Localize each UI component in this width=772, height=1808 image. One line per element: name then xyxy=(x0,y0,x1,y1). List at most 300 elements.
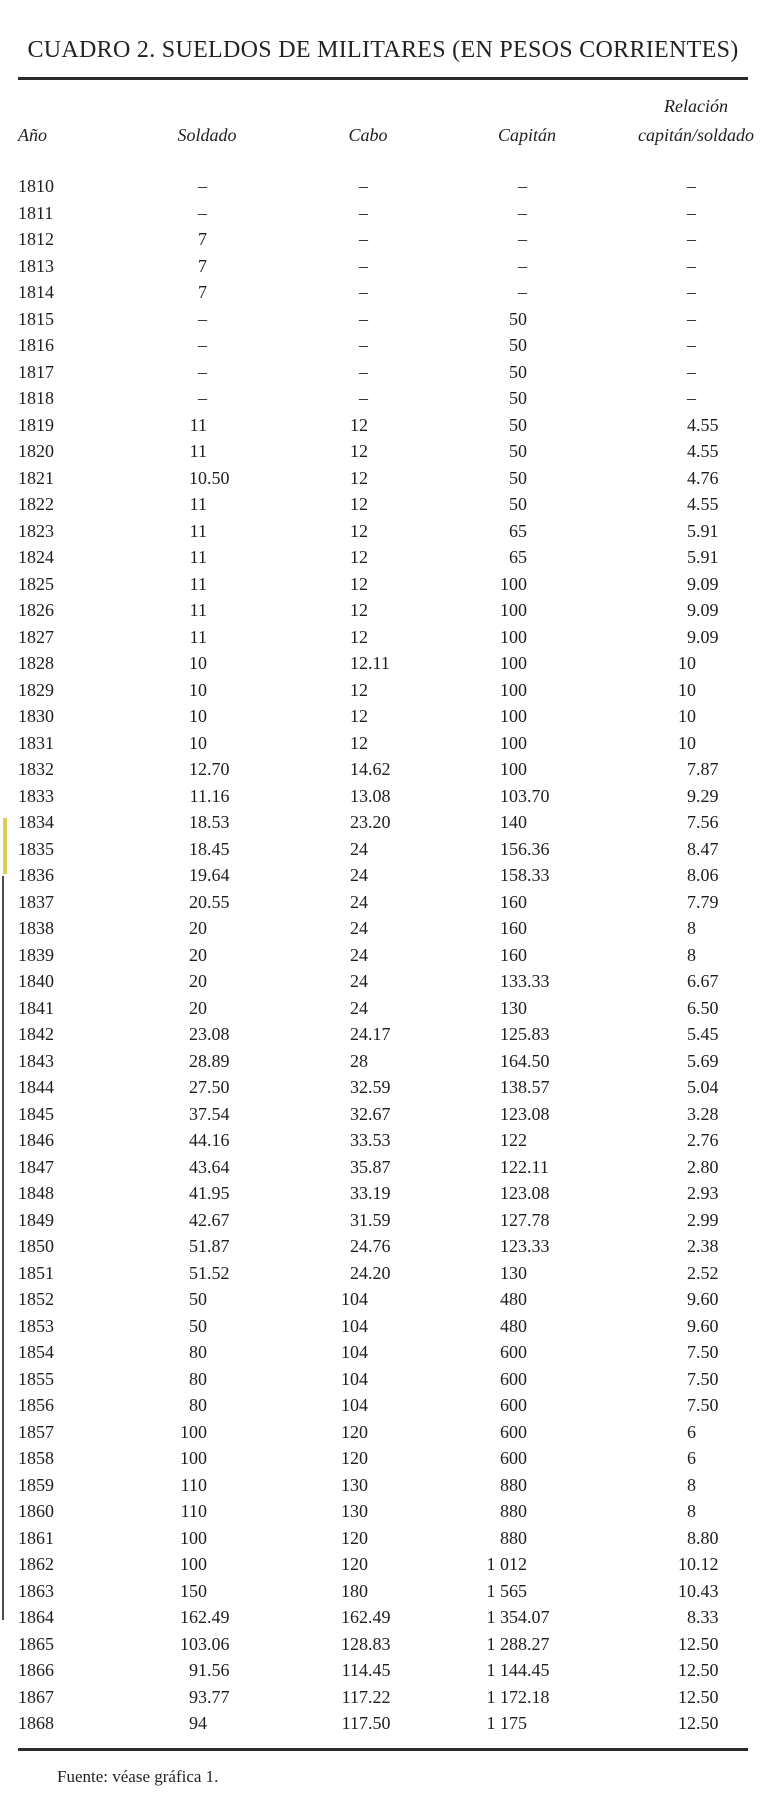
value-cell: 5.69 xyxy=(687,1050,719,1071)
value-cell: 10.50 xyxy=(189,467,230,488)
table-row xyxy=(18,1498,748,1525)
value-cell: – xyxy=(359,361,368,382)
value-cell: 24 xyxy=(350,997,368,1018)
value-cell: 160 xyxy=(500,891,527,912)
table-row xyxy=(18,1286,748,1313)
table-row xyxy=(18,332,748,359)
value-cell: – xyxy=(518,202,527,223)
header-capitan: Capitán xyxy=(497,125,556,145)
value-cell: 103.70 xyxy=(500,785,550,806)
value-cell: 12.50 xyxy=(678,1686,719,1707)
value-cell: 10 xyxy=(189,653,207,673)
value-cell: 8 xyxy=(687,1501,696,1521)
table-row xyxy=(18,1684,748,1711)
value-cell: 1 565 xyxy=(486,1580,527,1601)
value-cell: 24 xyxy=(350,971,368,991)
value-cell: 122 xyxy=(500,1130,527,1150)
value-cell: 12 xyxy=(350,573,368,594)
value-cell: 24 xyxy=(350,944,368,965)
year-cell: 1835 xyxy=(18,838,54,859)
value-cell: 7.87 xyxy=(687,759,719,779)
table-row xyxy=(18,703,748,730)
value-cell: 12 xyxy=(350,626,368,647)
year-cell: 1836 xyxy=(18,865,54,885)
value-cell: – xyxy=(687,255,696,276)
value-cell: 180 xyxy=(341,1580,368,1601)
header-relacion-line2: capitán/soldado xyxy=(638,125,754,145)
value-cell: 50 xyxy=(509,335,527,355)
year-cell: 1814 xyxy=(18,282,54,302)
table-row xyxy=(18,1313,748,1340)
value-cell: 2.38 xyxy=(687,1236,719,1256)
table-row xyxy=(18,1207,748,1234)
value-cell: 2.93 xyxy=(687,1183,719,1203)
value-cell: 6.67 xyxy=(687,971,719,991)
value-cell: 104 xyxy=(341,1395,368,1415)
value-cell: 8.47 xyxy=(687,838,719,859)
table-row xyxy=(18,1366,748,1393)
value-cell: 50 xyxy=(509,361,527,382)
value-cell: 14.62 xyxy=(350,759,391,779)
source-note: Fuente: véase gráfica 1. xyxy=(57,1767,219,1786)
value-cell: 9.09 xyxy=(687,600,719,620)
value-cell: – xyxy=(687,335,696,355)
year-cell: 1831 xyxy=(18,732,54,753)
table-row xyxy=(18,862,748,889)
value-cell: 100 xyxy=(180,1448,207,1468)
value-cell: – xyxy=(687,308,696,329)
value-cell: – xyxy=(359,176,368,196)
value-cell: 8 xyxy=(687,944,696,965)
value-cell: 12.70 xyxy=(189,759,230,779)
value-cell: 5.91 xyxy=(687,547,719,567)
year-cell: 1824 xyxy=(18,547,54,567)
year-cell: 1850 xyxy=(18,1236,54,1256)
table-row xyxy=(18,491,748,518)
value-cell: 11 xyxy=(189,600,207,620)
value-cell: – xyxy=(359,308,368,329)
value-cell: – xyxy=(687,388,696,408)
table-row xyxy=(18,571,748,598)
value-cell: 28.89 xyxy=(189,1050,230,1071)
value-cell: 12 xyxy=(350,732,368,753)
value-cell: 27.50 xyxy=(189,1077,230,1097)
table-row xyxy=(18,465,748,492)
value-cell: 7.50 xyxy=(687,1368,719,1389)
table-row xyxy=(18,942,748,969)
table-row xyxy=(18,173,748,200)
value-cell: 12.50 xyxy=(678,1713,719,1733)
year-cell: 1861 xyxy=(18,1527,54,1548)
value-cell: 33.53 xyxy=(350,1130,391,1150)
year-cell: 1857 xyxy=(18,1421,54,1442)
value-cell: 880 xyxy=(500,1474,527,1495)
table-row xyxy=(18,253,748,280)
table-title: CUADRO 2. SUELDOS DE MILITARES (EN PESOS CORRIENTES) xyxy=(27,37,739,63)
value-cell: 10.43 xyxy=(678,1580,719,1601)
year-cell: 1813 xyxy=(18,255,54,276)
table-row xyxy=(18,1154,748,1181)
value-cell: 8.06 xyxy=(687,865,719,885)
value-cell: 10.12 xyxy=(678,1554,719,1574)
year-cell: 1841 xyxy=(18,997,54,1018)
value-cell: 50 xyxy=(509,388,527,408)
value-cell: 91.56 xyxy=(189,1660,230,1680)
value-cell: 10 xyxy=(189,679,207,700)
value-cell: 110 xyxy=(180,1501,207,1521)
year-cell: 1856 xyxy=(18,1395,54,1415)
value-cell: 35.87 xyxy=(350,1156,391,1177)
value-cell: 130 xyxy=(341,1501,368,1521)
value-cell: – xyxy=(198,335,207,355)
value-cell: 122.11 xyxy=(500,1156,549,1177)
year-cell: 1834 xyxy=(18,812,54,832)
value-cell: 160 xyxy=(500,944,527,965)
value-cell: 7.79 xyxy=(687,891,719,912)
value-cell: 100 xyxy=(180,1527,207,1548)
year-cell: 1846 xyxy=(18,1130,54,1150)
value-cell: 8 xyxy=(687,918,696,938)
table-row xyxy=(18,1419,748,1446)
value-cell: 42.67 xyxy=(189,1209,230,1230)
scan-artifact-edge-line xyxy=(2,876,4,1620)
value-cell: 600 xyxy=(500,1421,527,1442)
year-cell: 1863 xyxy=(18,1580,54,1601)
value-cell: 12 xyxy=(350,494,368,514)
value-cell: 156.36 xyxy=(500,838,550,859)
value-cell: 1 012 xyxy=(486,1554,527,1574)
value-cell: 100 xyxy=(180,1421,207,1442)
table-row xyxy=(18,677,748,704)
value-cell: 11 xyxy=(189,494,207,514)
value-cell: – xyxy=(359,255,368,276)
year-cell: 1820 xyxy=(18,441,54,461)
value-cell: 114.45 xyxy=(341,1660,391,1680)
value-cell: – xyxy=(198,361,207,382)
value-cell: 18.45 xyxy=(189,838,230,859)
header-relacion-line1: Relación xyxy=(664,96,728,116)
year-cell: 1810 xyxy=(18,176,54,196)
value-cell: 1 172.18 xyxy=(486,1686,550,1707)
value-cell: 9.09 xyxy=(687,626,719,647)
value-cell: 37.54 xyxy=(189,1103,230,1124)
value-cell: 13.08 xyxy=(350,785,391,806)
table-row xyxy=(18,597,748,624)
table-row xyxy=(18,783,748,810)
value-cell: 600 xyxy=(500,1395,527,1415)
value-cell: 51.52 xyxy=(189,1262,230,1283)
value-cell: 100 xyxy=(500,600,527,620)
year-cell: 1833 xyxy=(18,785,54,806)
header-row-top xyxy=(18,80,748,116)
table-row xyxy=(18,1551,748,1578)
value-cell: 50 xyxy=(509,308,527,329)
value-cell: 6 xyxy=(687,1448,696,1468)
value-cell: 20 xyxy=(189,944,207,965)
table-row xyxy=(18,544,748,571)
value-cell: 8.80 xyxy=(687,1527,719,1548)
value-cell: – xyxy=(359,282,368,302)
value-cell: 12 xyxy=(350,547,368,567)
value-cell: 80 xyxy=(189,1395,207,1415)
value-cell: 20 xyxy=(189,997,207,1018)
value-cell: 10 xyxy=(678,679,696,700)
value-cell: 10 xyxy=(189,706,207,726)
year-cell: 1828 xyxy=(18,653,54,673)
value-cell: 104 xyxy=(341,1315,368,1336)
value-cell: 24 xyxy=(350,891,368,912)
value-cell: 11.16 xyxy=(189,785,230,806)
value-cell: – xyxy=(198,308,207,329)
table-row xyxy=(18,968,748,995)
value-cell: 32.67 xyxy=(350,1103,391,1124)
value-cell: 164.50 xyxy=(500,1050,550,1071)
value-cell: 10 xyxy=(189,732,207,753)
value-cell: 12 xyxy=(350,441,368,461)
value-cell: 600 xyxy=(500,1342,527,1362)
table-row xyxy=(18,1657,748,1684)
bottom-rule xyxy=(18,1748,748,1751)
year-cell: 1817 xyxy=(18,361,54,382)
value-cell: 18.53 xyxy=(189,812,230,832)
value-cell: 600 xyxy=(500,1448,527,1468)
value-cell: 7 xyxy=(198,255,207,276)
table-row xyxy=(18,915,748,942)
value-cell: 24 xyxy=(350,918,368,938)
table-row xyxy=(18,889,748,916)
year-cell: 1847 xyxy=(18,1156,54,1177)
year-cell: 1811 xyxy=(18,202,54,223)
value-cell: 6.50 xyxy=(687,997,719,1018)
value-cell: 140 xyxy=(500,812,527,832)
value-cell: 12.11 xyxy=(350,653,390,673)
value-cell: 7.50 xyxy=(687,1342,719,1362)
table-row xyxy=(18,1392,748,1419)
value-cell: 31.59 xyxy=(350,1209,391,1230)
year-cell: 1858 xyxy=(18,1448,54,1468)
value-cell: 28 xyxy=(350,1050,368,1071)
table-header xyxy=(18,80,754,173)
table-row xyxy=(18,1472,748,1499)
value-cell: 7 xyxy=(198,282,207,302)
value-cell: 20 xyxy=(189,918,207,938)
table-row xyxy=(18,624,748,651)
value-cell: 12 xyxy=(350,414,368,435)
value-cell: 11 xyxy=(189,626,207,647)
value-cell: – xyxy=(198,176,207,196)
value-cell: 24 xyxy=(350,865,368,885)
value-cell: – xyxy=(687,282,696,302)
value-cell: 100 xyxy=(500,653,527,673)
value-cell: 9.60 xyxy=(687,1315,719,1336)
value-cell: 117.22 xyxy=(341,1686,391,1707)
year-cell: 1853 xyxy=(18,1315,54,1336)
value-cell: 12 xyxy=(350,467,368,488)
value-cell: 5.91 xyxy=(687,520,719,541)
year-cell: 1823 xyxy=(18,520,54,541)
value-cell: 50 xyxy=(189,1315,207,1336)
value-cell: – xyxy=(518,229,527,249)
value-cell: 43.64 xyxy=(189,1156,230,1177)
value-cell: 125.83 xyxy=(500,1024,550,1044)
table-row xyxy=(18,1180,748,1207)
year-cell: 1854 xyxy=(18,1342,54,1362)
table-row xyxy=(18,1233,748,1260)
year-cell: 1812 xyxy=(18,229,54,249)
value-cell: 2.52 xyxy=(687,1262,719,1283)
value-cell: 50 xyxy=(189,1289,207,1309)
value-cell: 7 xyxy=(198,229,207,249)
year-cell: 1821 xyxy=(18,467,54,488)
value-cell: – xyxy=(687,229,696,249)
value-cell: 50 xyxy=(509,494,527,514)
year-cell: 1819 xyxy=(18,414,54,435)
value-cell: 23.08 xyxy=(189,1024,230,1044)
year-cell: 1837 xyxy=(18,891,54,912)
value-cell: 162.49 xyxy=(180,1607,230,1627)
header-soldado: Soldado xyxy=(177,125,237,145)
value-cell: – xyxy=(359,229,368,249)
year-cell: 1862 xyxy=(18,1554,54,1574)
year-cell: 1832 xyxy=(18,759,54,779)
table-row xyxy=(18,730,748,757)
value-cell: 50 xyxy=(509,414,527,435)
table-row xyxy=(18,1631,748,1658)
value-cell: 100 xyxy=(500,732,527,753)
value-cell: 11 xyxy=(189,547,207,567)
table-row xyxy=(18,1525,748,1552)
value-cell: 120 xyxy=(341,1527,368,1548)
year-cell: 1852 xyxy=(18,1289,54,1309)
table-body xyxy=(18,173,748,1737)
table-row xyxy=(18,359,748,386)
value-cell: 12.50 xyxy=(678,1660,719,1680)
value-cell: 1 175 xyxy=(486,1713,527,1733)
value-cell: 3.28 xyxy=(687,1103,719,1124)
value-cell: 10 xyxy=(678,732,696,753)
table-row xyxy=(18,279,748,306)
year-cell: 1865 xyxy=(18,1633,54,1654)
value-cell: 104 xyxy=(341,1368,368,1389)
table-row xyxy=(18,438,748,465)
year-cell: 1826 xyxy=(18,600,54,620)
value-cell: 100 xyxy=(500,706,527,726)
year-cell: 1818 xyxy=(18,388,54,408)
value-cell: 2.76 xyxy=(687,1130,719,1150)
value-cell: 50 xyxy=(509,467,527,488)
value-cell: 123.08 xyxy=(500,1103,550,1124)
salary-table xyxy=(18,80,754,1737)
value-cell: – xyxy=(359,335,368,355)
value-cell: 51.87 xyxy=(189,1236,230,1256)
value-cell: 23.20 xyxy=(350,812,391,832)
value-cell: 120 xyxy=(341,1421,368,1442)
value-cell: 4.76 xyxy=(687,467,719,488)
value-cell: 138.57 xyxy=(500,1077,550,1097)
value-cell: 110 xyxy=(180,1474,207,1495)
year-cell: 1843 xyxy=(18,1050,54,1071)
value-cell: 50 xyxy=(509,441,527,461)
value-cell: 12 xyxy=(350,679,368,700)
scan-artifact-yellow-mark xyxy=(3,818,7,874)
table-row xyxy=(18,650,748,677)
value-cell: 117.50 xyxy=(341,1713,391,1733)
value-cell: 120 xyxy=(341,1448,368,1468)
table-row xyxy=(18,1604,748,1631)
year-cell: 1867 xyxy=(18,1686,54,1707)
value-cell: 160 xyxy=(500,918,527,938)
value-cell: 33.19 xyxy=(350,1183,391,1203)
value-cell: 24.20 xyxy=(350,1262,391,1283)
value-cell: 2.80 xyxy=(687,1156,719,1177)
table-row xyxy=(18,1339,748,1366)
table-row xyxy=(18,1578,748,1605)
table-row xyxy=(18,1710,748,1737)
year-cell: 1864 xyxy=(18,1607,54,1627)
table-row xyxy=(18,756,748,783)
value-cell: 5.45 xyxy=(687,1024,719,1044)
table-row xyxy=(18,1048,748,1075)
value-cell: 104 xyxy=(341,1289,368,1309)
value-cell: – xyxy=(198,202,207,223)
value-cell: 9.09 xyxy=(687,573,719,594)
table-row xyxy=(18,412,748,439)
value-cell: 10 xyxy=(678,653,696,673)
year-cell: 1868 xyxy=(18,1713,54,1733)
year-cell: 1827 xyxy=(18,626,54,647)
year-cell: 1855 xyxy=(18,1368,54,1389)
value-cell: 12 xyxy=(350,520,368,541)
value-cell: 130 xyxy=(500,1262,527,1283)
value-cell: 94 xyxy=(189,1713,207,1733)
year-cell: 1860 xyxy=(18,1501,54,1521)
value-cell: – xyxy=(518,255,527,276)
table-row xyxy=(18,809,748,836)
value-cell: 11 xyxy=(189,441,207,461)
value-cell: 120 xyxy=(341,1554,368,1574)
value-cell: 9.60 xyxy=(687,1289,719,1309)
year-cell: 1866 xyxy=(18,1660,54,1680)
value-cell: 11 xyxy=(189,414,207,435)
value-cell: 100 xyxy=(500,573,527,594)
value-cell: 5.04 xyxy=(687,1077,719,1097)
table-row xyxy=(18,1127,748,1154)
value-cell: 12 xyxy=(350,600,368,620)
table-row xyxy=(18,1260,748,1287)
table-row xyxy=(18,1101,748,1128)
value-cell: – xyxy=(359,388,368,408)
value-cell: 32.59 xyxy=(350,1077,391,1097)
header-ano: Año xyxy=(18,125,47,145)
year-cell: 1840 xyxy=(18,971,54,991)
table-row xyxy=(18,385,748,412)
value-cell: 162.49 xyxy=(341,1607,391,1627)
value-cell: 80 xyxy=(189,1368,207,1389)
value-cell: 600 xyxy=(500,1368,527,1389)
table-row xyxy=(18,1021,748,1048)
value-cell: 9.29 xyxy=(687,785,719,806)
year-cell: 1848 xyxy=(18,1183,54,1203)
value-cell: 20 xyxy=(189,971,207,991)
table-row xyxy=(18,200,748,227)
value-cell: – xyxy=(687,176,696,196)
value-cell: 4.55 xyxy=(687,414,719,435)
value-cell: 150 xyxy=(180,1580,207,1601)
value-cell: 1 144.45 xyxy=(486,1660,550,1680)
table-row xyxy=(18,518,748,545)
value-cell: 158.33 xyxy=(500,865,550,885)
value-cell: 11 xyxy=(189,520,207,541)
